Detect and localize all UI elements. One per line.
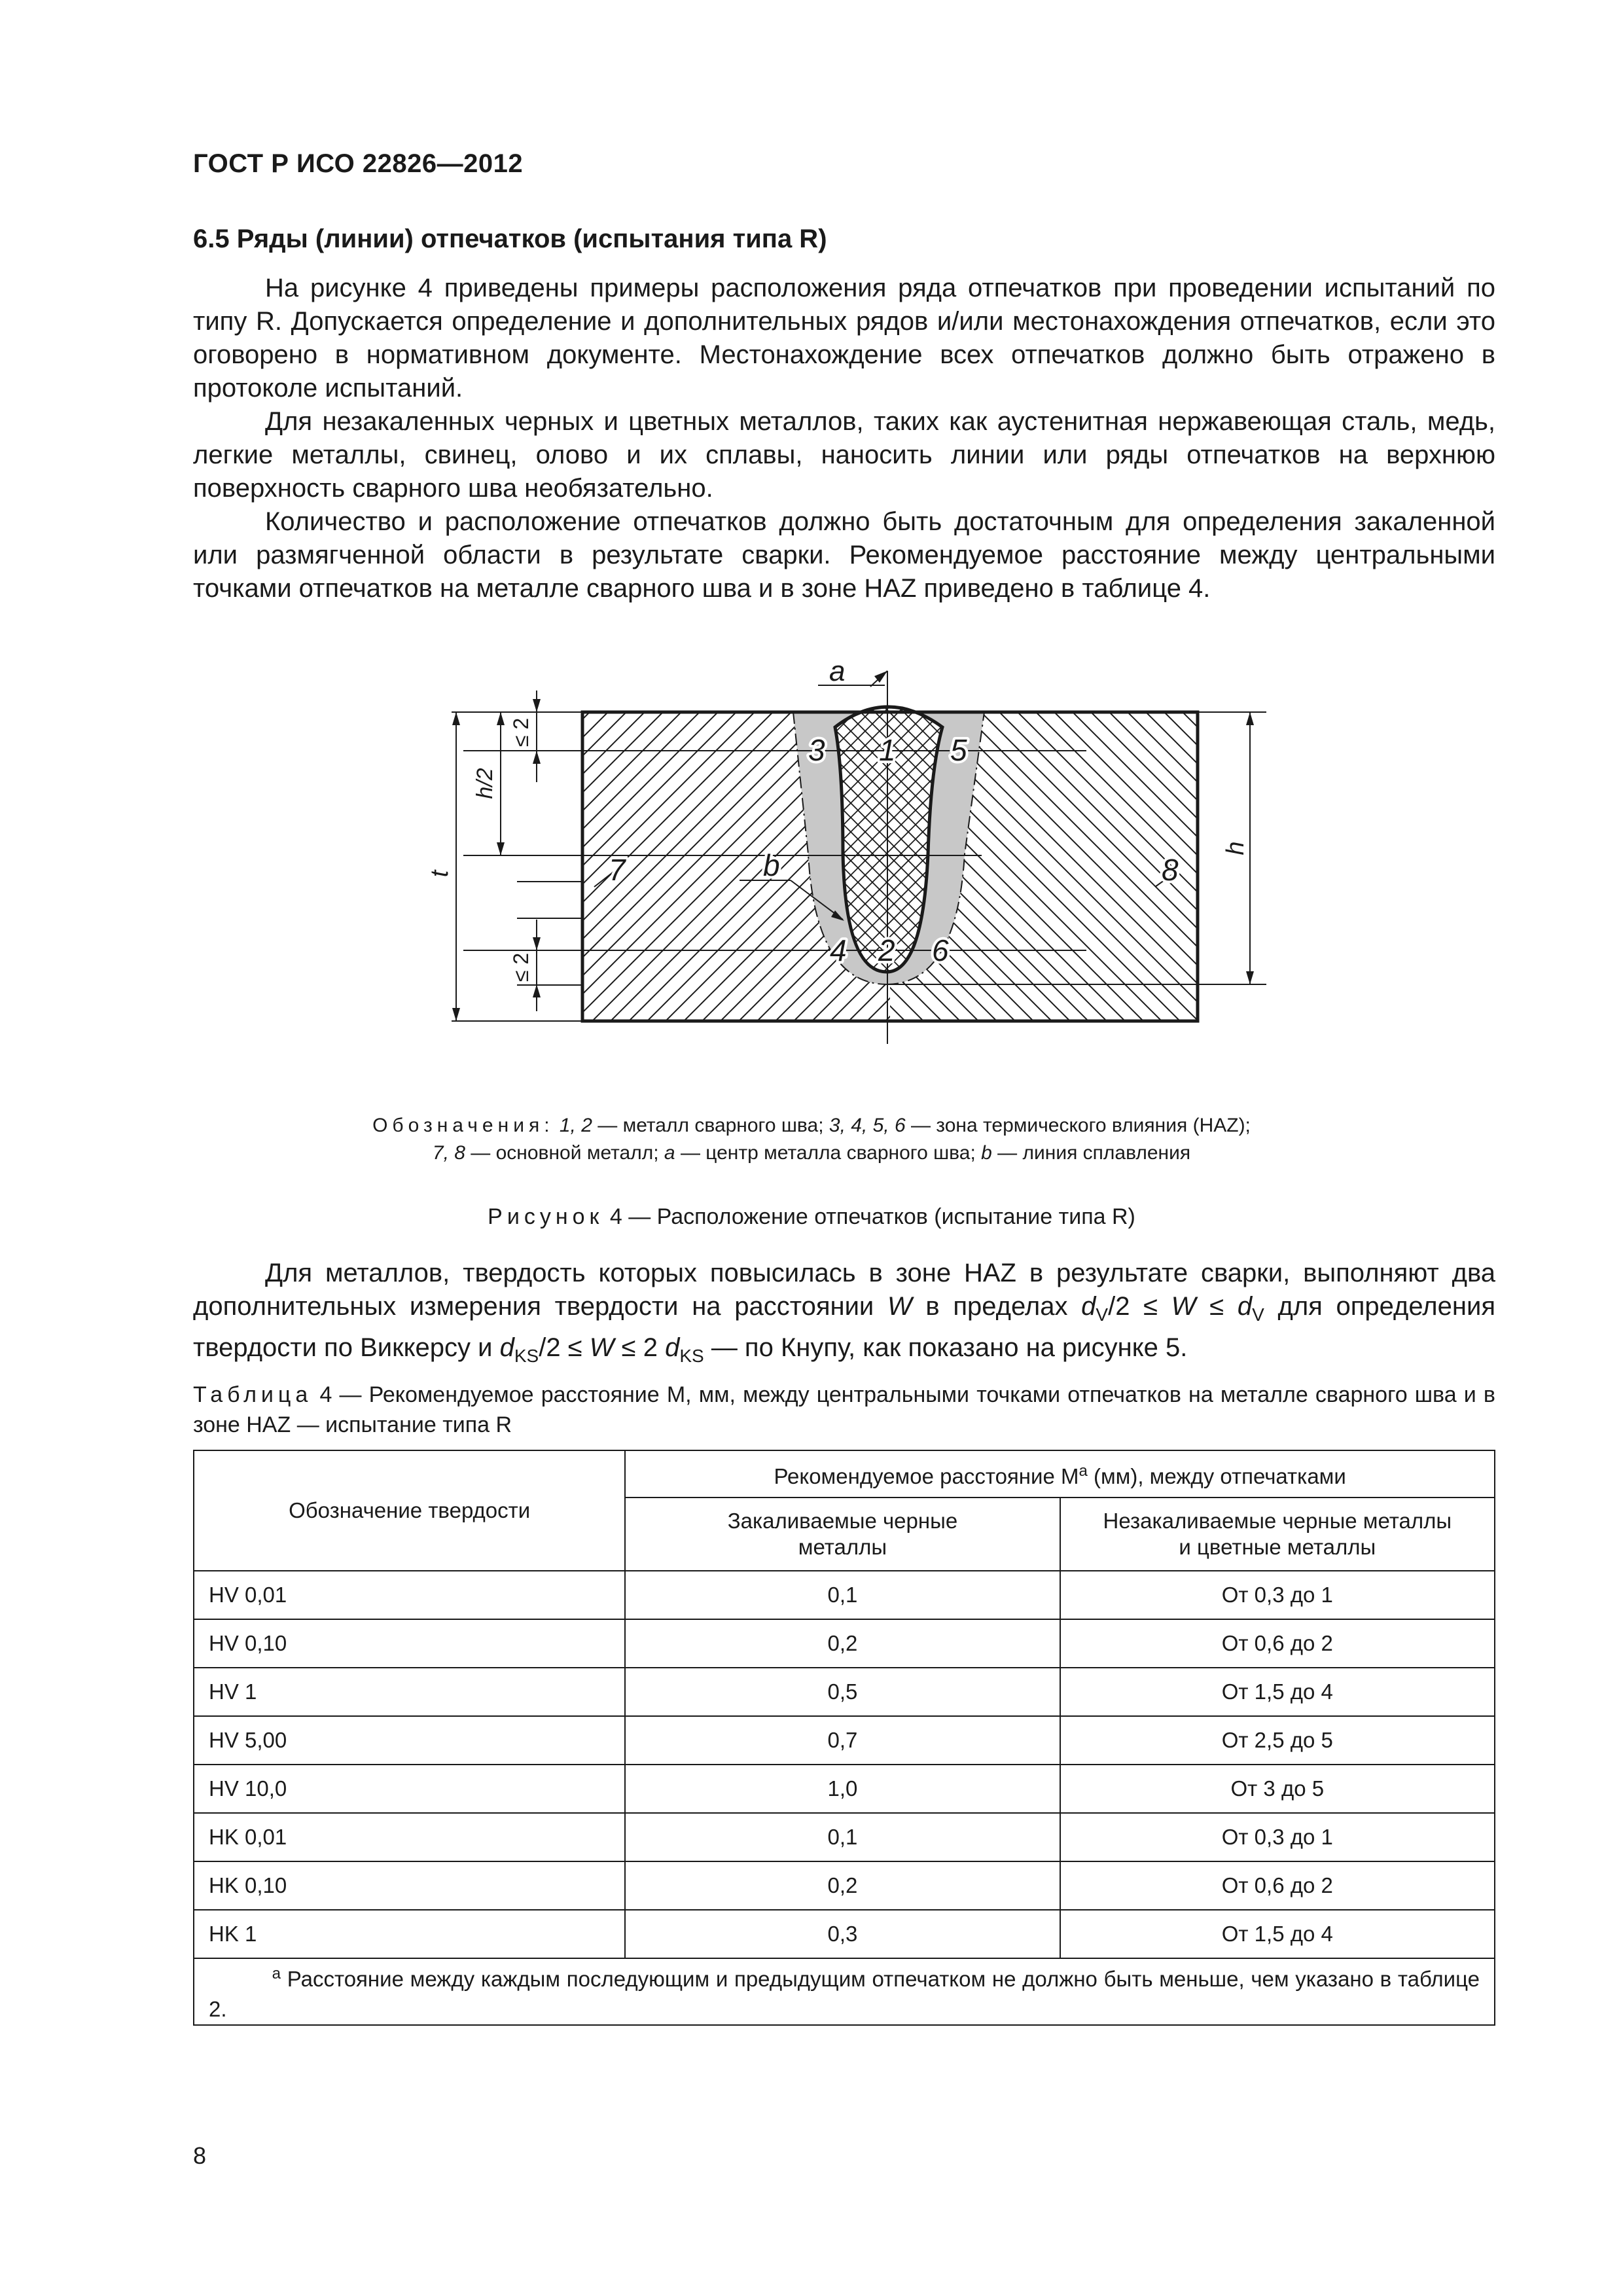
dimension-h-half (497, 712, 505, 855)
figure-legend-line-1: Обозначения: 1, 2 — металл сварного шва; 3, 4, 5, 6 — зона термического влияния (HAZ); (372, 1115, 1251, 1136)
dim-label-le2-upper: ≤ 2 (509, 717, 533, 747)
col-header-non-hardenable: Незакаливаемые черные металлы и цветные металлы (1060, 1498, 1495, 1571)
label-a: a (829, 655, 846, 687)
dim-label-t: t (426, 870, 454, 878)
col-header-hardenable: Закаливаемые черные металлы (625, 1498, 1060, 1571)
table-row: HK 0,10 0,2 От 0,6 до 2 (194, 1861, 1495, 1910)
label-2: 2 (878, 933, 895, 967)
label-3: 3 (808, 733, 825, 767)
document-id-header: ГОСТ Р ИСО 22826—2012 (193, 149, 524, 178)
table-row: HV 0,01 0,1 От 0,3 до 1 (194, 1571, 1495, 1619)
table-row: HV 0,10 0,2 От 0,6 до 2 (194, 1619, 1495, 1668)
group-header-distance: Рекомендуемое расстояние $M^a$ (мм), между отпечатками (625, 1450, 1495, 1498)
table-footnote-row: $^a$ Расстояние между каждым последующим и предыдущим отпечатком не должно быть меньше, чем указано в таблице 2. (194, 1958, 1495, 2025)
paragraph-4: Для металлов, твердость которых повысилась в зоне HAZ в результате сварки, выполняют два дополнительных измерения твердости на расстоянии W в пределах $d_V/2 \le W \le d_V$ для определения твердости по Виккерсу и $d_{KS}/2 \le W \le 2$ $d_{KS}$ — по Кнупу, как показано на рисунке 5. (193, 1259, 1495, 1366)
dim-label-h: h (1222, 841, 1249, 855)
table-title: Таблица 4 — Рекомендуемое расстояние M, мм, между центральными точками отпечатков на металле сварного шва и в зоне HAZ — испытание типа R (193, 1382, 1495, 1437)
dimension-le2-lower (533, 920, 541, 1011)
col-header-hardness: Обозначение твердости (194, 1450, 625, 1571)
label-b: b (763, 848, 780, 882)
table-row: HK 0,01 0,1 От 0,3 до 1 (194, 1813, 1495, 1861)
label-8: 8 (1162, 853, 1179, 887)
dimension-t (452, 712, 460, 1021)
label-1: 1 (879, 733, 896, 767)
page-number: 8 (193, 2142, 207, 2169)
paragraph-1: На рисунке 4 приведены примеры расположения ряда отпечатков при проведении испытаний по типу R. Допускается определение и дополнительных рядов и/или местонахождения отпечатков, если это оговорено в нормативном документе. Местонахождение всех отпечатков должно быть отражено в протоколе испытаний. (193, 274, 1495, 403)
hardness-distance-table (193, 1450, 1495, 2026)
section-heading: 6.5 Ряды (линии) отпечатков (испытания типа R) (193, 224, 827, 253)
table-row: HK 1 0,3 От 1,5 до 4 (194, 1910, 1495, 1958)
label-5: 5 (950, 733, 967, 767)
paragraph-2: Для незакаленных черных и цветных металлов, таких как аустенитная нержавеющая сталь, медь, легкие металлы, свинец, олово и их сплавы, наносить линии или ряды отпечатков на верхнюю поверхность сварного шва необязательно. (193, 407, 1495, 503)
figure-legend-line-2: 7, 8 — основной металл; a — центр металла сварного шва; b — линия сплавления (432, 1142, 1191, 1164)
weld-cross-section-figure (419, 645, 1270, 1064)
dim-label-le2-lower: ≤ 2 (509, 952, 533, 982)
label-6: 6 (932, 933, 949, 967)
table-row: HV 5,00 0,7 От 2,5 до 5 (194, 1716, 1495, 1765)
table-row: HV 1 0,5 От 1,5 до 4 (194, 1668, 1495, 1716)
dimension-le2-upper (533, 691, 541, 782)
leader-a (818, 671, 887, 687)
table-row: HV 10,0 1,0 От 3 до 5 (194, 1765, 1495, 1813)
legend-prefix: Обозначения: (372, 1115, 554, 1136)
figure-caption: Рисунок 4 — Расположение отпечатков (испытание типа R) (488, 1204, 1135, 1229)
label-4: 4 (830, 933, 847, 967)
paragraph-3: Количество и расположение отпечатков должно быть достаточным для определения закаленной или размягченной области в результате сварки. Рекомендуемое расстояние между центральными точками отпечатков на металле сварного шва и в зоне HAZ приведено в таблице 4. (193, 507, 1495, 603)
label-7: 7 (609, 853, 626, 887)
dim-label-h-half: h/2 (473, 768, 497, 799)
